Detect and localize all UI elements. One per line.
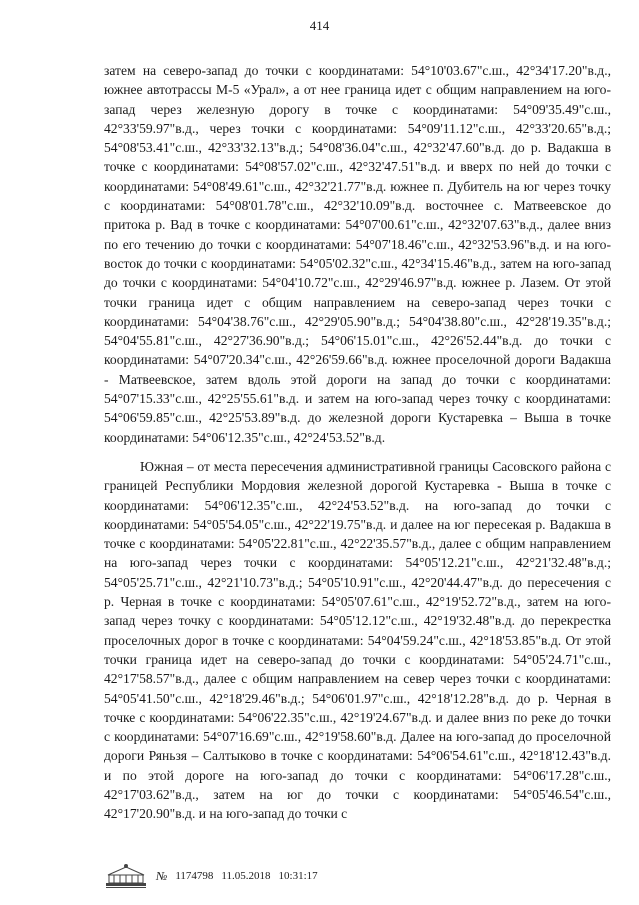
footer-time: 10:31:17 [278,870,318,882]
document-body [104,61,611,824]
page-number: 414 [309,18,330,33]
footer-date: 11.05.2018 [221,870,271,882]
footer-number-mark: № [156,868,168,883]
paragraph-south-boundary: Южная – от места пересечения административной границы Сасовского района с границей Республики Мордовия железной дорогой Кустаревка - Выша в точке с координатами: 54°06'12.35"с.ш., 42°24'53.52"в.д. на юго-запад до точки с координатами: 54°05'54.05"с.ш., 42°22'19.75"в.д. и далее на юг пересекая р. Вадакша в точке с координатами: 54°05'22.81"с.ш., 42°22'35.57"в.д., далее с общим направлением на юго-запад через точки с координатами: 54°05'12.21"с.ш., 42°21'32.48"в.д.; 54°05'25.71"с.ш., 42°21'10.73"в.д.; 54°05'10.91"с.ш., 42°20'44.47"в.д. до пересечения с р. Черная в точке с координатами: 54°05'07.61"с.ш., 42°19'52.72"в.д., затем на юго-запад через точку с координатами: 54°05'12.12"с.ш., 42°19'32.48"в.д. до перекрестка проселочных дорог в точке с координатами: 54°04'59.24"с.ш., 42°18'53.85"в.д. От этой точки граница идет на северо-запад до точки с координатами: 54°05'24.71"с.ш., 42°17'58.57"в.д., далее с общим направлением на север через точки с координатами: 54°05'41.50"с.ш., 42°18'29.46"в.д.; 54°06'01.97"с.ш., 42°18'12.28"в.д. до р. Черная в точке с координатами: 54°06'22.35"с.ш., 42°19'24.67"в.д. и далее вниз по реке до точки с координатами: 54°07'16.69"с.ш., 42°19'58.60"в.д. Далее на юго-запад до проселочной дороги Ряньзя – Салтыково в точке с координатами: 54°06'54.61"с.ш., 42°18'12.43"в.д. и по этой дороге на юго-запад до точки с координатами: 54°06'17.28"с.ш., 42°17'03.62"в.д., затем на юг до точки с координатами: 54°05'46.54"с.ш., 42°17'20.90"в.д. и на юго-запад до точки с [104,458,611,822]
paragraph-north-west-boundary: затем на северо-запад до точки с координатами: 54°10'03.67"с.ш., 42°34'17.20"в.д., южнее автотрассы М-5 «Урал», а от нее граница идет с общим направлением на юго-запад через железную дорогу в точке с координатами: 54°09'35.49"с.ш., 42°33'59.97"в.д., через точки с координатами: 54°09'11.12"с.ш., 42°33'20.65"в.д.; 54°08'53.41"с.ш., 42°33'32.13"в.д.; 54°08'36.04"с.ш., 42°32'47.60"в.д. до р. Вадакша в точке с координатами: 54°08'57.02"с.ш., 42°32'47.51"в.д. и вверх по ней до точки с координатами: 54°08'49.61"с.ш., 42°32'21.77"в.д. южнее п. Дубитель на юг через точку с координатами: 54°08'01.78"с.ш., 42°32'10.09"в.д. восточнее с. Матвеевское до притока р. Вад в точке с координатами: 54°07'00.61"с.ш., 42°32'07.63"в.д., далее вниз по его течению до точки с координатами: 54°07'18.46"с.ш., 42°32'53.96"в.д. и на юго-восток до точки с координатами: 54°05'02.32"с.ш., 42°34'15.46"в.д., затем на юго-запад до точки с координатами: 54°04'10.72"с.ш., 42°29'46.97"в.д. южнее р. Лазем. От этой точки граница идет с общим направлением на северо-запад через точки с координатами: 54°04'38.76"с.ш., 42°29'05.90"в.д.; 54°04'38.80"с.ш., 42°28'19.35"в.д.; 54°04'55.81"с.ш., 42°27'36.90"в.д.; 54°06'15.01"с.ш., 42°26'52.44"в.д. до точки с координатами: 54°07'20.34"с.ш., 42°26'59.66"в.д. южнее проселочной дороги Вадакша - Матвеевское, затем вдоль этой дороги на запад до точки с координатами: 54°07'15.33"с.ш., 42°25'55.61"в.д. и затем на юго-запад через точку с координатами: 54°06'59.85"с.ш., 42°25'53.89"в.д. до железной дороги Кустаревка – Выша в точке координатами: 54°06'12.35"с.ш., 42°24'53.52"в.д. [104,63,611,445]
parliament-building-icon [104,863,148,889]
footer-doc-id: 1174798 [175,870,214,882]
document-footer [104,863,318,889]
